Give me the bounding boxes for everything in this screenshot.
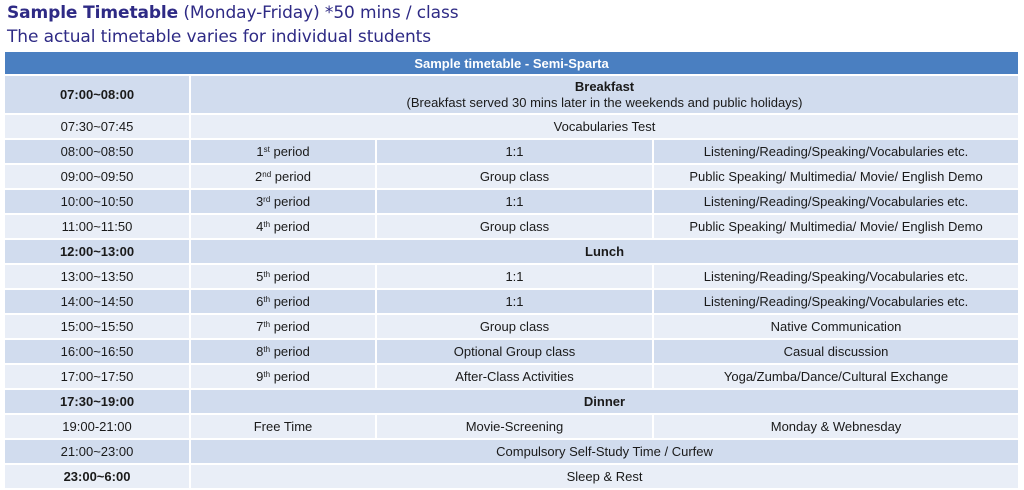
class-type-cell: Group class (377, 315, 654, 340)
page-title (7, 3, 459, 23)
content-cell: Monday & Webnesday (654, 415, 1020, 440)
period-cell: 7th period (191, 315, 377, 340)
time-cell: 21:00~23:00 (5, 440, 191, 465)
table-row (5, 265, 1020, 290)
table-row (5, 315, 1020, 340)
timetable-title: Sample timetable - Semi-Sparta (5, 52, 1020, 76)
time-cell: 07:00~08:00 (5, 76, 191, 115)
title-rest: (Monday-Friday) *50 mins / class (178, 3, 459, 23)
table-row (5, 140, 1020, 165)
table-row (5, 165, 1020, 190)
time-cell: 09:00~09:50 (5, 165, 191, 190)
free-time-cell: Free Time (191, 415, 377, 440)
period-cell: 4th period (191, 215, 377, 240)
content-cell: Public Speaking/ Multimedia/ Movie/ English Demo (654, 165, 1020, 190)
content-cell: Casual discussion (654, 340, 1020, 365)
class-type-cell: Group class (377, 165, 654, 190)
time-cell: 17:30~19:00 (5, 390, 191, 415)
time-cell: 15:00~15:50 (5, 315, 191, 340)
period-cell: 5th period (191, 265, 377, 290)
class-type-cell: 1:1 (377, 140, 654, 165)
content-cell: Public Speaking/ Multimedia/ Movie/ English Demo (654, 215, 1020, 240)
sleep-cell: Sleep & Rest (191, 465, 1020, 490)
table-row (5, 190, 1020, 215)
class-type-cell: After-Class Activities (377, 365, 654, 390)
class-type-cell: Group class (377, 215, 654, 240)
period-cell: 3rd period (191, 190, 377, 215)
time-cell: 10:00~10:50 (5, 190, 191, 215)
class-type-cell: Optional Group class (377, 340, 654, 365)
time-cell: 08:00~08:50 (5, 140, 191, 165)
table-row (5, 365, 1020, 390)
page-subtitle: The actual timetable varies for individual students (7, 27, 431, 47)
time-cell: 23:00~6:00 (5, 465, 191, 490)
table-row (5, 415, 1020, 440)
time-cell: 07:30~07:45 (5, 115, 191, 140)
period-cell: 6th period (191, 290, 377, 315)
time-cell: 17:00~17:50 (5, 365, 191, 390)
table-row (5, 340, 1020, 365)
title-bold: Sample Timetable (7, 3, 179, 23)
period-cell: 8th period (191, 340, 377, 365)
dinner-cell: Dinner (191, 390, 1020, 415)
timetable (5, 52, 1020, 490)
table-row (5, 215, 1020, 240)
content-cell: Listening/Reading/Speaking/Vocabularies etc. (654, 290, 1020, 315)
time-cell: 11:00~11:50 (5, 215, 191, 240)
class-type-cell: 1:1 (377, 265, 654, 290)
breakfast-cell (191, 76, 1020, 115)
content-cell: Listening/Reading/Speaking/Vocabularies etc. (654, 190, 1020, 215)
self-study-cell: Compulsory Self-Study Time / Curfew (191, 440, 1020, 465)
time-cell: 13:00~13:50 (5, 265, 191, 290)
period-cell: 2nd period (191, 165, 377, 190)
content-cell: Native Communication (654, 315, 1020, 340)
table-row (5, 290, 1020, 315)
content-cell: Listening/Reading/Speaking/Vocabularies etc. (654, 140, 1020, 165)
time-cell: 16:00~16:50 (5, 340, 191, 365)
period-cell: 1st period (191, 140, 377, 165)
time-cell: 19:00-21:00 (5, 415, 191, 440)
vocab-test-cell: Vocabularies Test (191, 115, 1020, 140)
class-type-cell: 1:1 (377, 190, 654, 215)
lunch-cell: Lunch (191, 240, 1020, 265)
time-cell: 12:00~13:00 (5, 240, 191, 265)
breakfast-note: (Breakfast served 30 mins later in the weekends and public holidays) (406, 95, 803, 110)
breakfast-label: Breakfast (574, 79, 635, 94)
period-cell: 9th period (191, 365, 377, 390)
time-cell: 14:00~14:50 (5, 290, 191, 315)
content-cell: Listening/Reading/Speaking/Vocabularies etc. (654, 265, 1020, 290)
class-type-cell: Movie-Screening (377, 415, 654, 440)
content-cell: Yoga/Zumba/Dance/Cultural Exchange (654, 365, 1020, 390)
class-type-cell: 1:1 (377, 290, 654, 315)
